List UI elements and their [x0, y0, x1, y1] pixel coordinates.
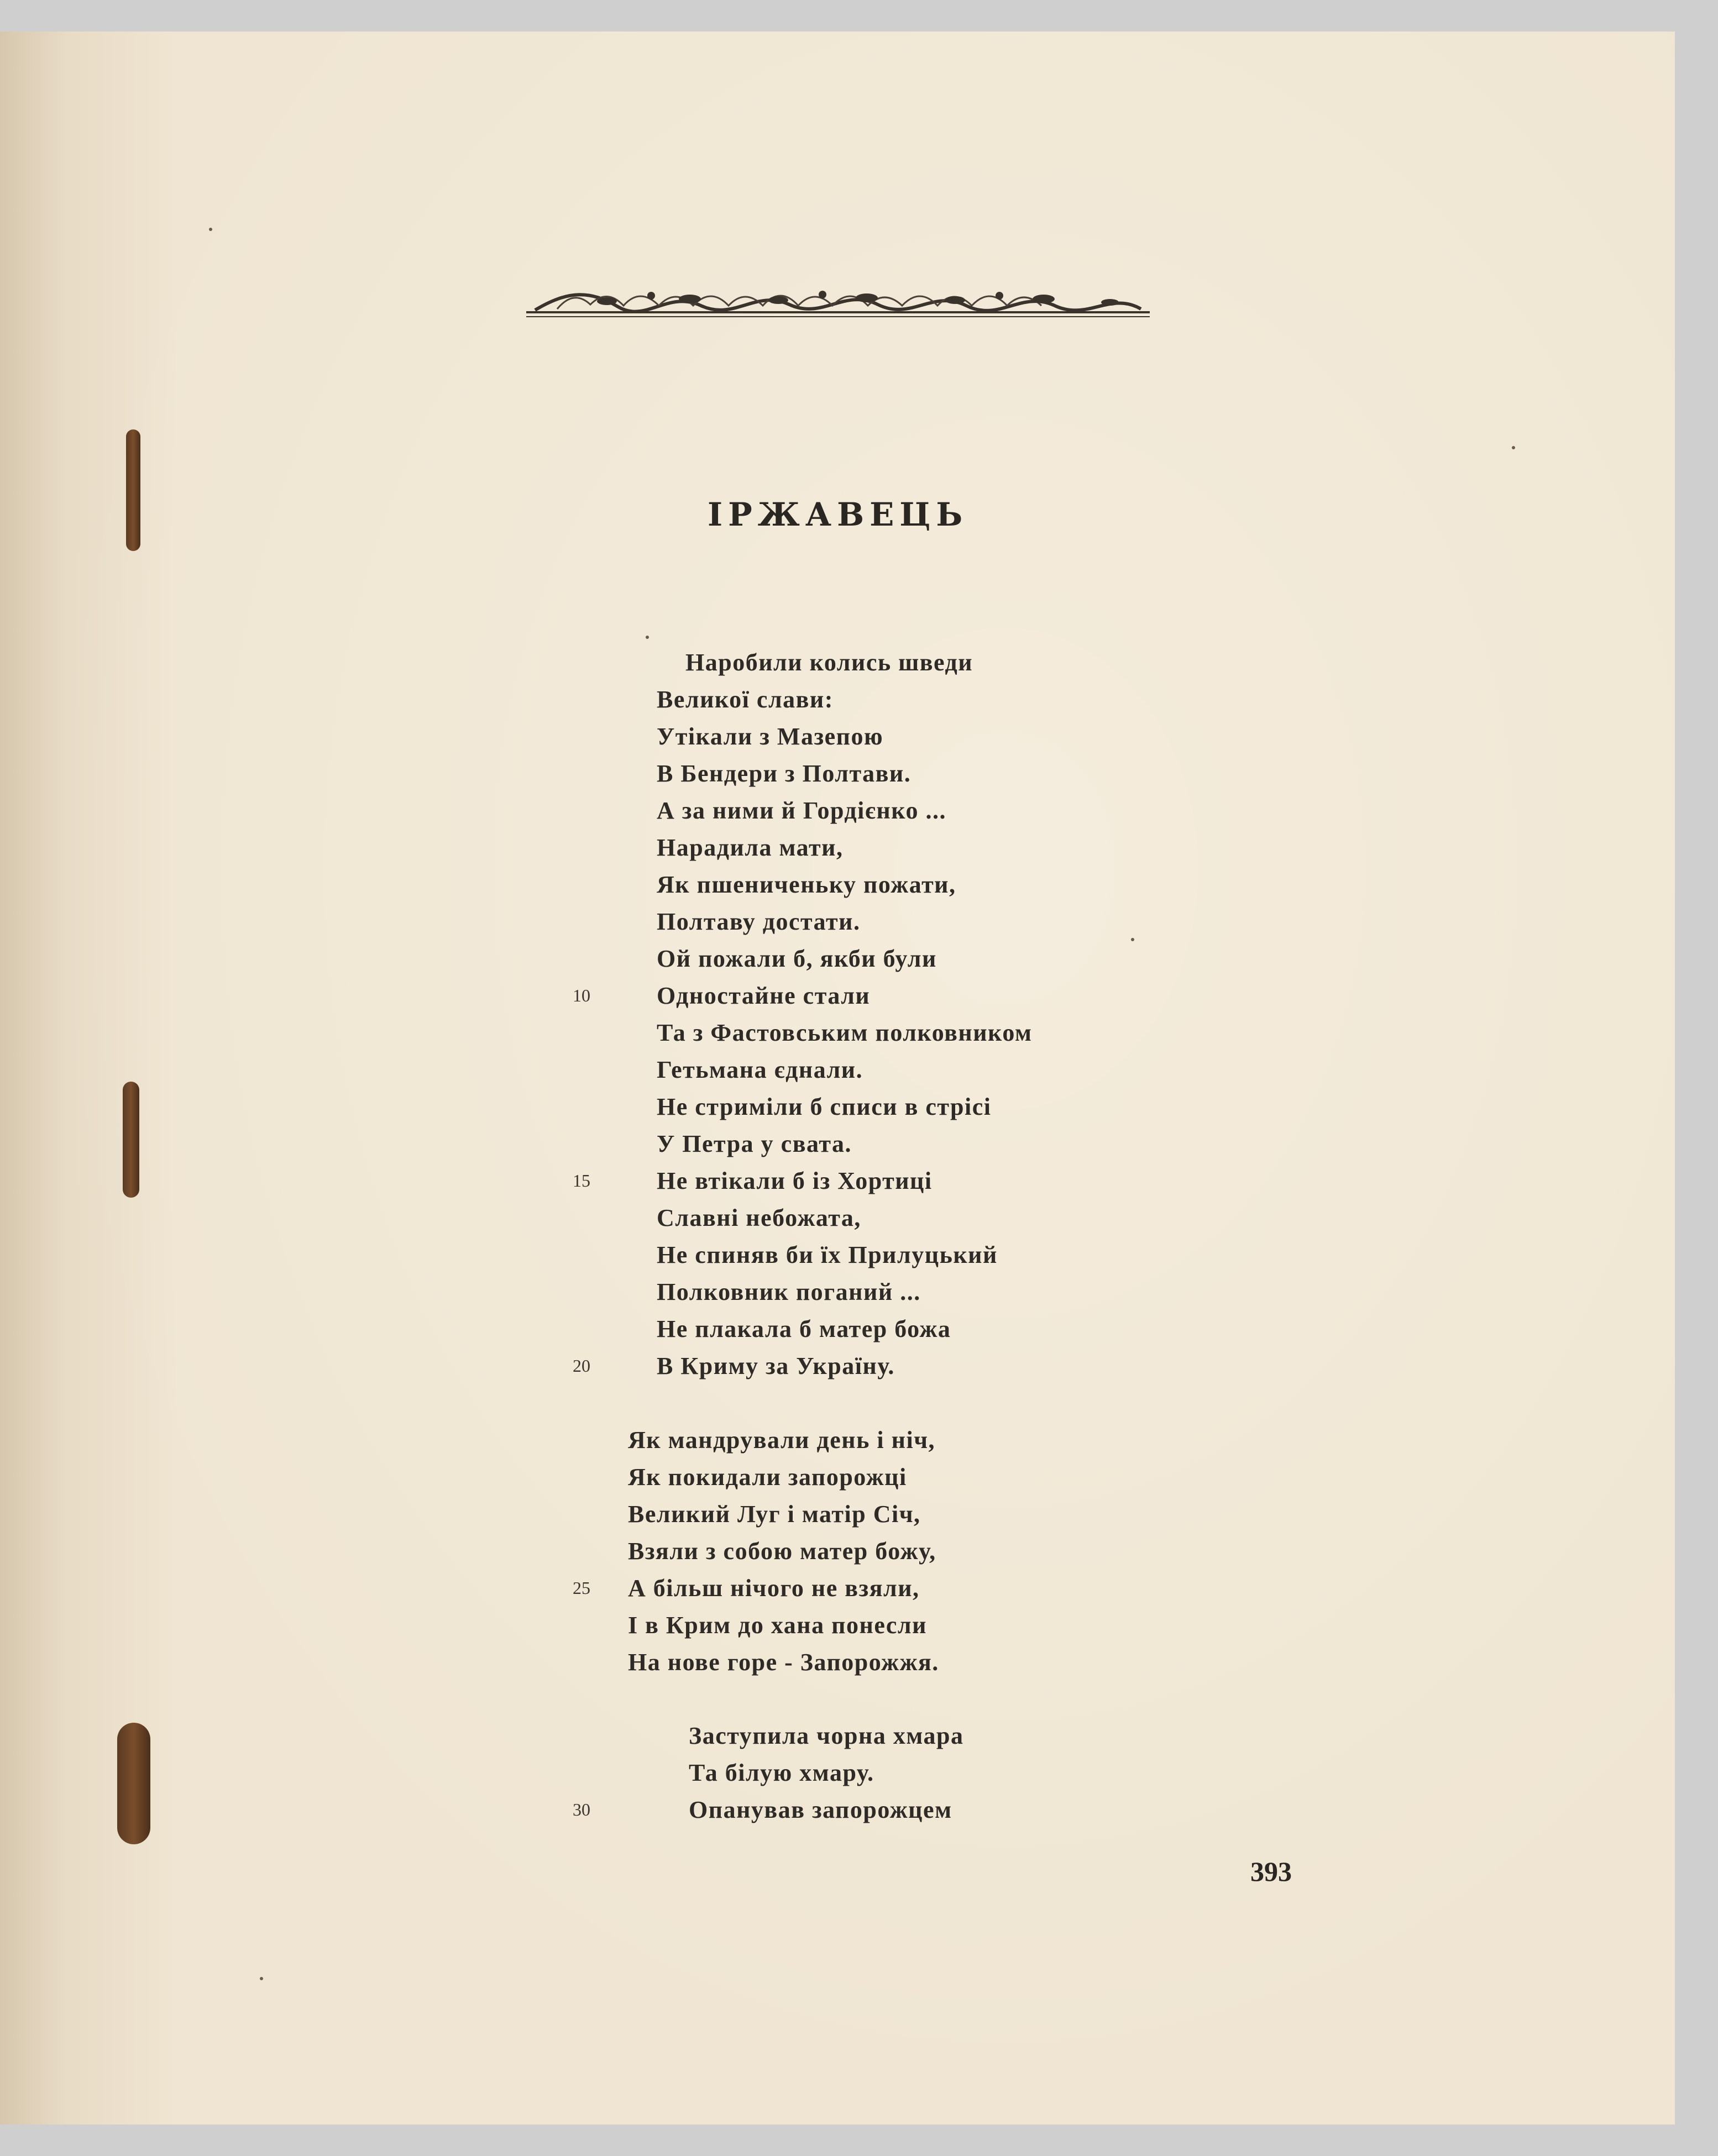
poem-line: І в Крим до хана понесли: [628, 1612, 927, 1639]
binding-stain: [117, 1723, 150, 1844]
poem-line: Взяли з собою матер божу,: [628, 1538, 936, 1565]
decorative-floral-headpiece-icon: [524, 279, 1152, 321]
poem-line: В Криму за Україну.: [657, 1352, 895, 1379]
paper-speck: [209, 228, 212, 231]
paper-speck: [1512, 446, 1515, 449]
poem-line: Як мандрували день і ніч,: [628, 1426, 936, 1454]
binding-stain: [126, 429, 140, 551]
poem-line: Полтаву достати.: [657, 908, 861, 935]
poem-line: Наробили колись шведи: [685, 649, 973, 676]
paper-speck: [646, 636, 649, 639]
poem-line: У Петра у свата.: [657, 1130, 852, 1157]
poem-line: Утікали з Мазепою: [657, 723, 884, 750]
book-page: [0, 32, 1675, 2124]
line-number: 30: [573, 1800, 590, 1819]
line-number: 10: [573, 985, 590, 1005]
poem-line: Полковник поганий ...: [657, 1278, 921, 1305]
poem-line: Та білую хмару.: [689, 1759, 874, 1786]
poem-line: А за ними й Гордієнко ...: [657, 797, 946, 824]
poem-line: Як пшениченьку пожати,: [657, 871, 956, 898]
poem-title: ІРЖАВЕЦЬ: [708, 496, 968, 533]
binding-stain: [123, 1082, 139, 1198]
poem-line: Не втікали б із Хортиці: [657, 1167, 933, 1194]
poem-line: Одностайне стали: [657, 982, 871, 1009]
page-number: 393: [1250, 1856, 1292, 1887]
poem-line: Великої слави:: [657, 686, 834, 713]
poem-line: Та з Фастовським полковником: [657, 1019, 1033, 1046]
poem-line: Гетьмана єднали.: [657, 1056, 863, 1083]
poem-line: Не стриміли б списи в стрісі: [657, 1093, 992, 1120]
paper-speck: [1131, 938, 1134, 941]
line-number: 20: [573, 1356, 590, 1376]
poem-line: Нарадила мати,: [657, 834, 844, 861]
poem-line: Великий Луг і матір Січ,: [628, 1501, 921, 1528]
line-number: 15: [573, 1171, 590, 1190]
poem-line: Опанував запорожцем: [689, 1796, 952, 1823]
poem-line: Не спиняв би їх Прилуцький: [657, 1241, 998, 1268]
poem-line: А більш нічого не взяли,: [628, 1575, 920, 1602]
poem-line: Як покидали запорожці: [628, 1463, 907, 1491]
poem-line: В Бендери з Полтави.: [657, 760, 912, 787]
line-number: 25: [573, 1578, 590, 1598]
poem-line: На нове горе - Запорожжя.: [628, 1649, 939, 1676]
poem-line: Славні небожата,: [657, 1204, 861, 1231]
poem-line: Ой пожали б, якби були: [657, 945, 937, 972]
poem-line: Не плакала б матер божа: [657, 1315, 951, 1342]
paper-speck: [260, 1977, 263, 1980]
poem-line: Заступила чорна хмара: [689, 1722, 964, 1749]
